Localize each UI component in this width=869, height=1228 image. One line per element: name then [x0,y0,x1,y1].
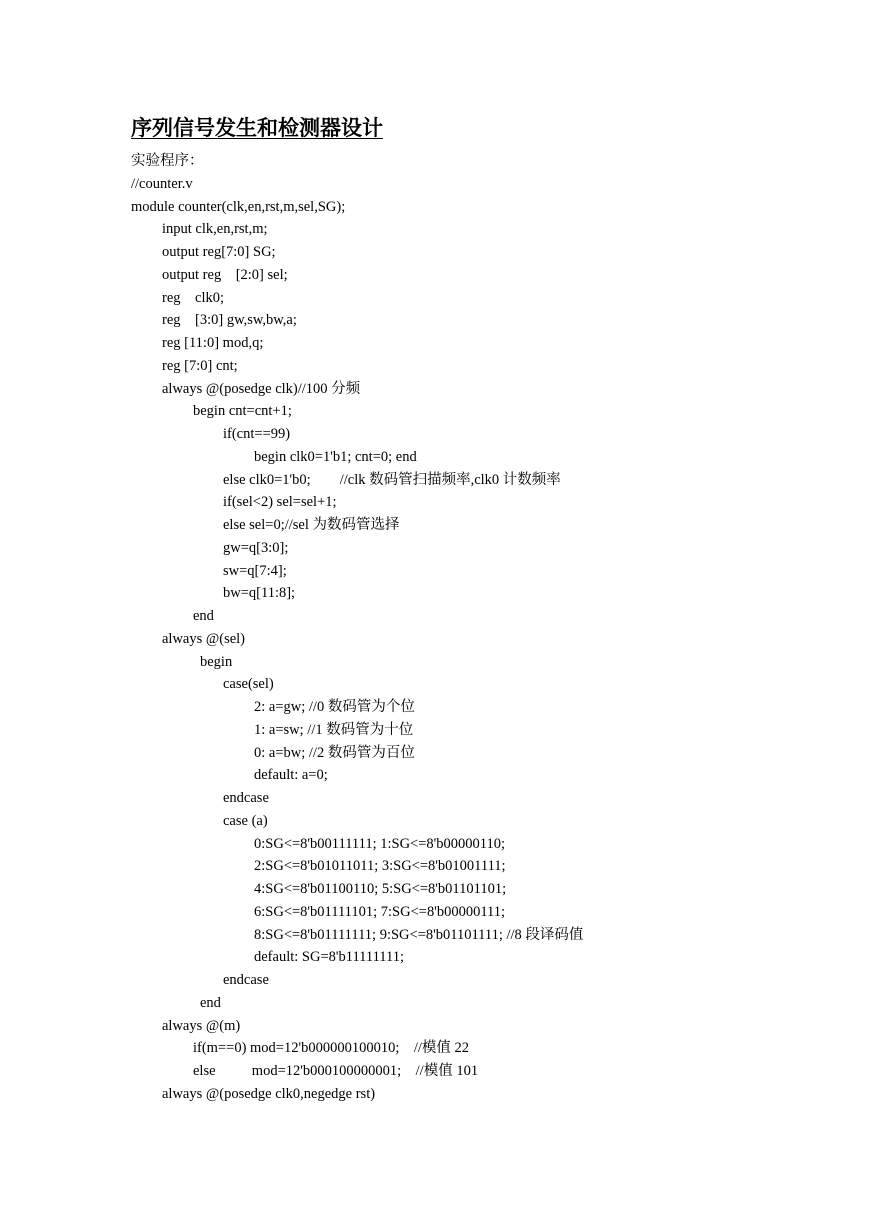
code-line: input clk,en,rst,m; [162,221,268,238]
code-line: end [193,608,214,624]
code-line: case(sel) [223,676,274,693]
code-line: always @(posedge clk0,negedge rst) [162,1085,376,1102]
code-line: 0: a=bw; //2 数码管为百位 [254,744,415,761]
code-line: sw=q[7:4]; [223,562,287,579]
code-line: end [200,994,221,1011]
code-line: 2:SG<=8'b01011011; 3:SG<=8'b01001111; [254,858,506,875]
code-line: endcase [223,790,269,806]
code-line: reg clk0; [162,289,225,306]
code-line: output reg[7:0] SG; [162,244,276,260]
code-line: output reg [2:0] sel; [162,266,288,283]
code-line: begin clk0=1'b1; cnt=0; end [254,448,417,465]
code-line: always @(sel) [162,630,246,647]
code-line: else mod=12'b000100000001; //模值 101 [193,1063,479,1079]
code-line: if(cnt==99) [223,426,291,442]
code-line: reg [11:0] mod,q; [162,335,264,351]
code-line: endcase [223,972,269,988]
code-line: begin cnt=cnt+1; [193,403,292,420]
code-line: 8:SG<=8'b01111111; 9:SG<=8'b01101111; //8 段译码值 [254,926,584,943]
code-line: else clk0=1'b0; //clk 数码管扫描频率,clk0 计数频率 [223,471,561,488]
code-line: module counter(clk,en,rst,m,sel,SG); [131,198,346,215]
code-line: begin [200,653,233,670]
code-line: reg [7:0] cnt; [162,357,238,374]
code-line: if(m==0) mod=12'b000000100010; //模值 22 [193,1040,470,1057]
code-line: bw=q[11:8]; [223,585,296,602]
code-line: 1: a=sw; //1 数码管为十位 [254,721,414,738]
code-line: 4:SG<=8'b01100110; 5:SG<=8'b01101101; [254,881,507,897]
code-line: default: a=0; [254,767,328,784]
code-line: reg [3:0] gw,sw,bw,a; [162,312,297,329]
code-line: 2: a=gw; //0 数码管为个位 [254,699,415,715]
code-line: always @(posedge clk)//100 分频 [162,380,361,397]
code-line: case (a) [223,812,268,829]
code-line: always @(m) [162,1017,241,1034]
code-listing [131,150,851,1106]
code-line: 6:SG<=8'b01111101; 7:SG<=8'b00000111; [254,903,506,920]
code-line: 0:SG<=8'b00111111; 1:SG<=8'b00000110; [254,835,506,852]
document-title: 序列信号发生和检测器设计 [131,116,383,140]
code-line: else sel=0;//sel 为数码管选择 [223,517,400,533]
code-line: default: SG=8'b11111111; [254,949,404,966]
code-line: gw=q[3:0]; [223,539,289,556]
code-line: if(sel<2) sel=sel+1; [223,494,337,511]
code-line: 实验程序： [131,153,204,169]
code-line: //counter.v [131,175,193,192]
